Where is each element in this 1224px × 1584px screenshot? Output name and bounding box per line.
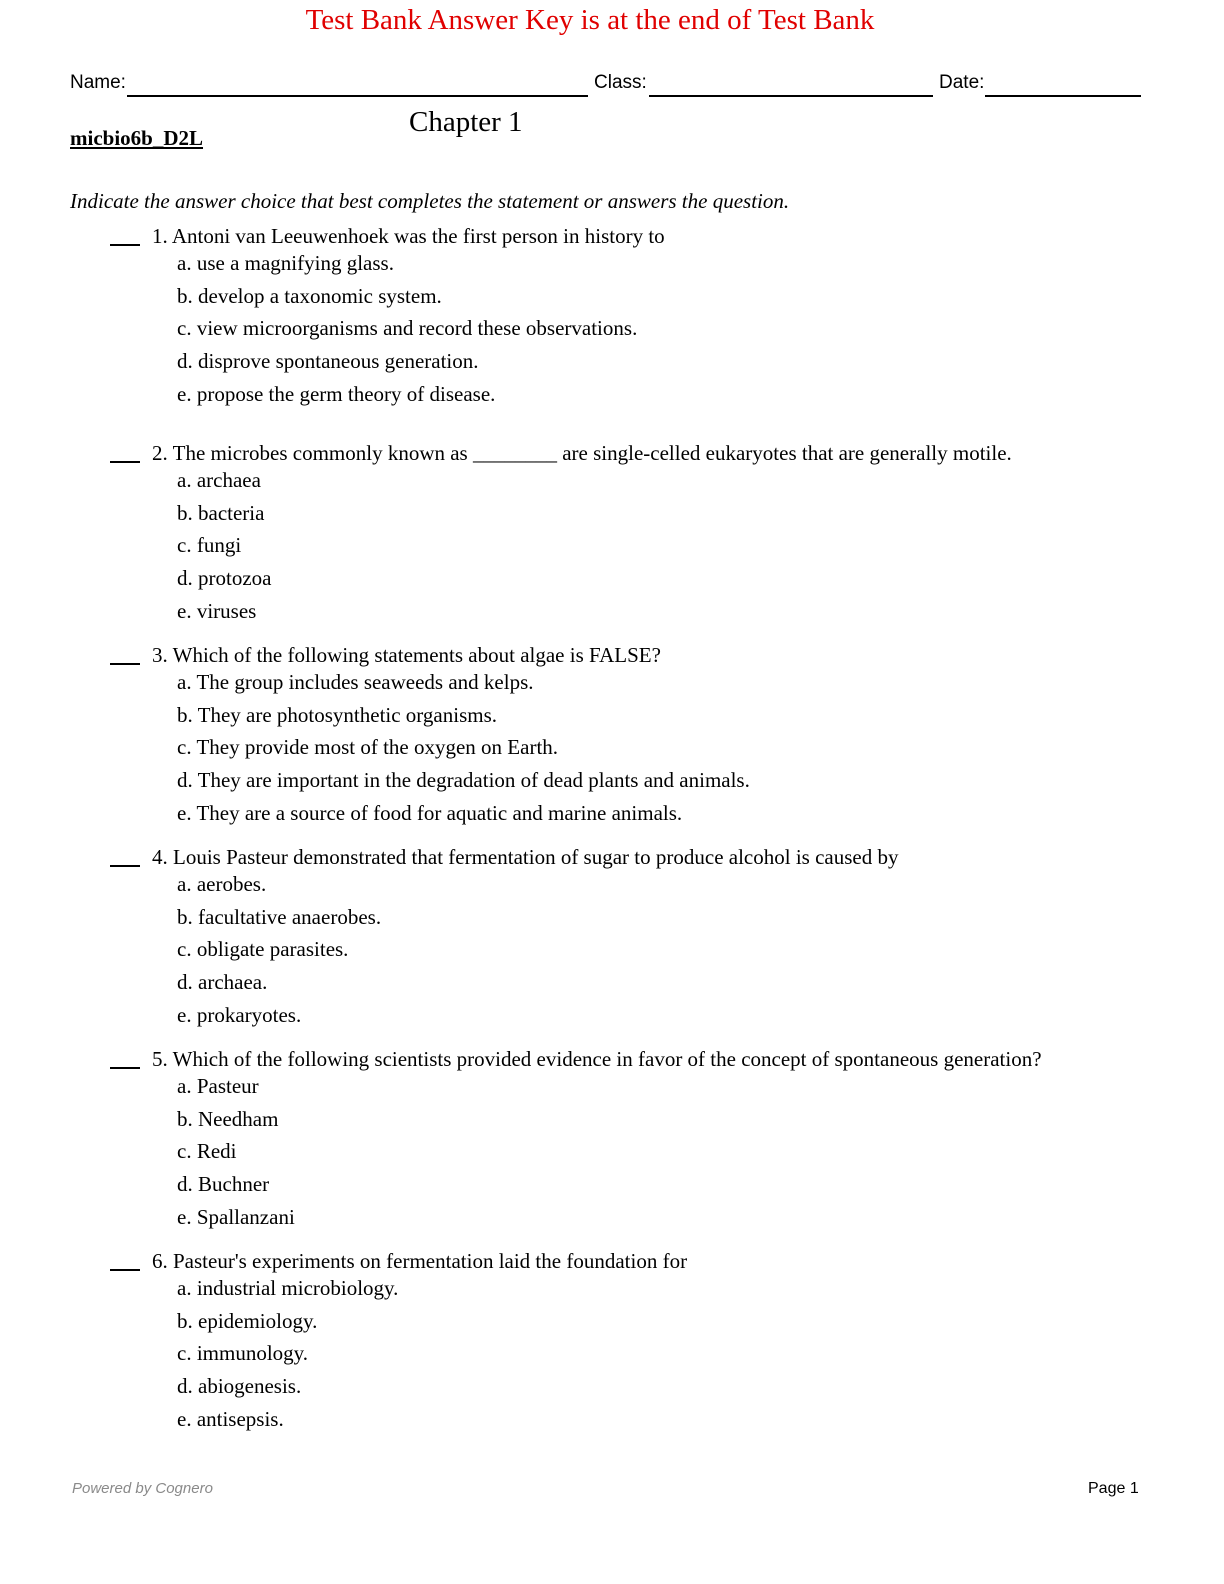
answer-key-banner: Test Bank Answer Key is at the end of Test Bank: [305, 4, 875, 36]
class-field[interactable]: [649, 95, 933, 97]
choice-b[interactable]: b. Needham: [177, 1106, 279, 1131]
choice-e[interactable]: e. viruses: [177, 598, 257, 623]
class-label: Class:: [594, 72, 647, 93]
date-label: Date:: [939, 72, 985, 93]
name-label: Name:: [70, 72, 126, 93]
choice-d[interactable]: d. Buchner: [177, 1172, 270, 1197]
choice-b[interactable]: b. develop a taxonomic system.: [177, 283, 442, 308]
choice-e[interactable]: e. Spallanzani: [177, 1204, 295, 1229]
choice-list: [177, 670, 750, 833]
question-text: 4. Louis Pasteur demonstrated that fermentation of sugar to produce alcohol is caused by: [152, 845, 899, 869]
choice-c[interactable]: c. Redi: [177, 1139, 237, 1164]
choice-e[interactable]: e. They are a source of food for aquatic and marine animals.: [177, 800, 683, 825]
choice-b[interactable]: b. epidemiology.: [177, 1308, 318, 1333]
instructions: Indicate the answer choice that best completes the statement or answers the question.: [70, 189, 790, 213]
answer-blank[interactable]: [110, 663, 140, 665]
question-text: 5. Which of the following scientists provided evidence in favor of the concept of spontaneous generation?: [152, 1047, 1042, 1071]
choice-c[interactable]: c. immunology.: [177, 1341, 309, 1366]
name-field[interactable]: [127, 95, 588, 97]
choice-a[interactable]: a. The group includes seaweeds and kelps.: [177, 670, 534, 694]
answer-blank[interactable]: [110, 461, 140, 463]
choice-a[interactable]: a. Pasteur: [177, 1074, 259, 1098]
question-text: 3. Which of the following statements about algae is FALSE?: [152, 643, 661, 667]
choice-a[interactable]: a. industrial microbiology.: [177, 1276, 399, 1300]
choice-c[interactable]: c. fungi: [177, 533, 242, 558]
answer-blank[interactable]: [110, 1067, 140, 1069]
choice-b[interactable]: b. facultative anaerobes.: [177, 904, 382, 929]
page-number: Page 1: [1088, 1480, 1139, 1497]
choice-d[interactable]: d. archaea.: [177, 970, 268, 995]
choice-list: [177, 468, 271, 631]
choice-list: [177, 251, 637, 414]
choice-a[interactable]: a. archaea: [177, 468, 261, 492]
choice-c[interactable]: c. view microorganisms and record these observations.: [177, 316, 638, 341]
answer-blank[interactable]: [110, 865, 140, 867]
question-text: 2. The microbes commonly known as ________ are single-celled eukaryotes that are generally motile.: [152, 441, 1012, 465]
answer-blank[interactable]: [110, 244, 140, 246]
date-field[interactable]: [985, 95, 1141, 97]
choice-a[interactable]: a. aerobes.: [177, 872, 267, 896]
choice-e[interactable]: e. prokaryotes.: [177, 1002, 302, 1027]
answer-blank[interactable]: [110, 1269, 140, 1271]
chapter-title: Chapter 1: [409, 106, 523, 138]
choice-list: [177, 1276, 398, 1439]
choice-d[interactable]: d. They are important in the degradation of dead plants and animals.: [177, 768, 750, 793]
choice-b[interactable]: b. They are photosynthetic organisms.: [177, 702, 498, 727]
choice-d[interactable]: d. disprove spontaneous generation.: [177, 349, 479, 374]
choice-list: [177, 1074, 295, 1237]
choice-e[interactable]: e. propose the germ theory of disease.: [177, 381, 496, 406]
student-info-row: [70, 72, 1142, 98]
question-text: 1. Antoni van Leeuwenhoek was the first person in history to: [152, 224, 665, 248]
choice-a[interactable]: a. use a magnifying glass.: [177, 251, 394, 275]
document-id: micbio6b_D2L: [70, 126, 204, 150]
choice-c[interactable]: c. obligate parasites.: [177, 937, 349, 962]
powered-by-footer: Powered by Cognero: [72, 1480, 213, 1497]
choice-d[interactable]: d. abiogenesis.: [177, 1374, 302, 1399]
question-text: 6. Pasteur's experiments on fermentation laid the foundation for: [152, 1249, 688, 1273]
choice-d[interactable]: d. protozoa: [177, 566, 272, 591]
choice-c[interactable]: c. They provide most of the oxygen on Earth.: [177, 735, 559, 760]
choice-b[interactable]: b. bacteria: [177, 500, 265, 525]
choice-e[interactable]: e. antisepsis.: [177, 1406, 284, 1431]
choice-list: [177, 872, 381, 1035]
